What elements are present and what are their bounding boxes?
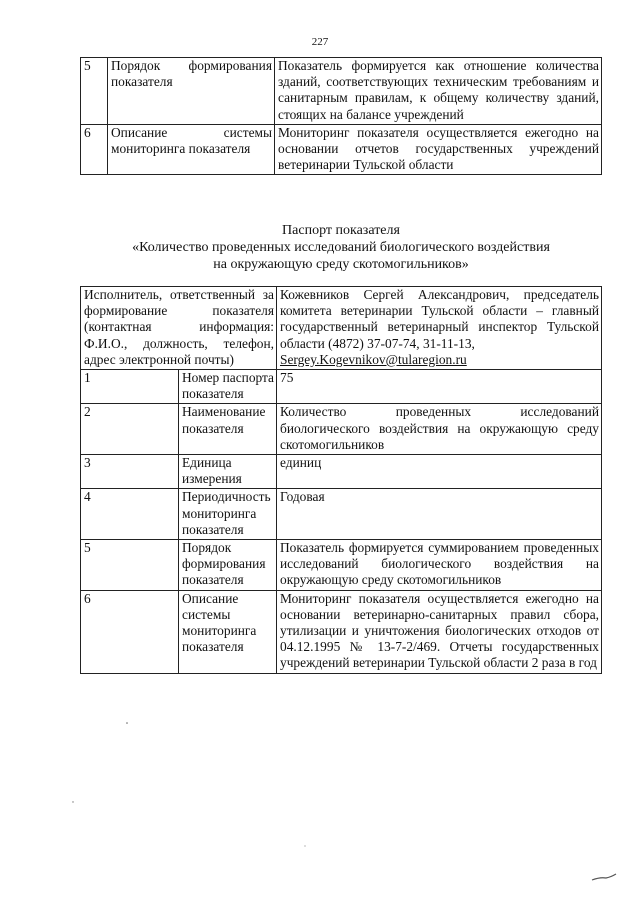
row-label: Наименование показателя [179, 404, 277, 455]
row-number: 5 [81, 58, 108, 125]
row-label: Номер паспорта показателя [179, 370, 277, 404]
page-number: 227 [311, 36, 329, 48]
passport-title-line: на окружающую среду скотомогильников» [213, 257, 469, 272]
pen-mark [592, 874, 616, 880]
row-label: Описание системы мониторинга показателя [108, 124, 275, 175]
row-number: 1 [81, 370, 179, 404]
row-value: Годовая [277, 489, 602, 540]
row-number: 6 [81, 124, 108, 175]
row-label: Порядок формирования показателя [179, 540, 277, 591]
row-value: единиц [277, 455, 602, 489]
row-value: Показатель формируется как отношение количества зданий, соответствующих техническим требованиям и санитарным правилам, к общему количеству зданий, стоящих на балансе учреждений [275, 58, 602, 125]
row-number: 5 [81, 540, 179, 591]
row-number: 3 [81, 455, 179, 489]
row-label: Порядок формирования показателя [108, 58, 275, 125]
executor-email-link[interactable]: Sergey.Kogevnikov@tularegion.ru [280, 351, 467, 367]
scan-speck [126, 722, 128, 724]
passport-title-line: «Количество проведенных исследований биологического воздействия [132, 240, 550, 255]
row-label: Описание системы мониторинга показателя [179, 590, 277, 673]
row-value: Мониторинг показателя осуществляется ежегодно на основании отчетов государственных учреждений ветеринарии Тульской области [275, 124, 602, 175]
row-value: Показатель формируется суммированием проведенных исследований биологического воздействия на окружающую среду скотомогильников [277, 540, 602, 591]
scan-speck [304, 845, 305, 846]
row-number: 2 [81, 404, 179, 455]
row-number: 6 [81, 590, 179, 673]
executor-text: Кожевников Сергей Александрович, председатель комитета ветеринарии Тульской области – главный государственный ветеринарный инспектор Тульской области (4872) 37-07-74, 31-11-13, [280, 287, 599, 351]
row-value: Количество проведенных исследований биологического воздействия на окружающую среду скотомогильников [277, 404, 602, 455]
row-number: 4 [81, 489, 179, 540]
executor-label: Исполнитель, ответственный за формирование показателя (контактная информация: Ф.И.О., должность, телефон, адрес электронной почты) [81, 287, 277, 370]
row-label: Единица измерения [179, 455, 277, 489]
passport-title-line: Паспорт показателя [282, 223, 400, 238]
row-value: 75 [277, 370, 602, 404]
row-value: Мониторинг показателя осуществляется ежегодно на основании ветеринарно-санитарных правил сбора, утилизации и уничтожения биологических отходов от 04.12.1995 № 13-7-2/469. Отчеты государственных учреждений ветеринарии Тульской области 2 раза в год [277, 590, 602, 673]
scan-speck [72, 801, 73, 802]
row-label: Периодичность мониторинга показателя [179, 489, 277, 540]
